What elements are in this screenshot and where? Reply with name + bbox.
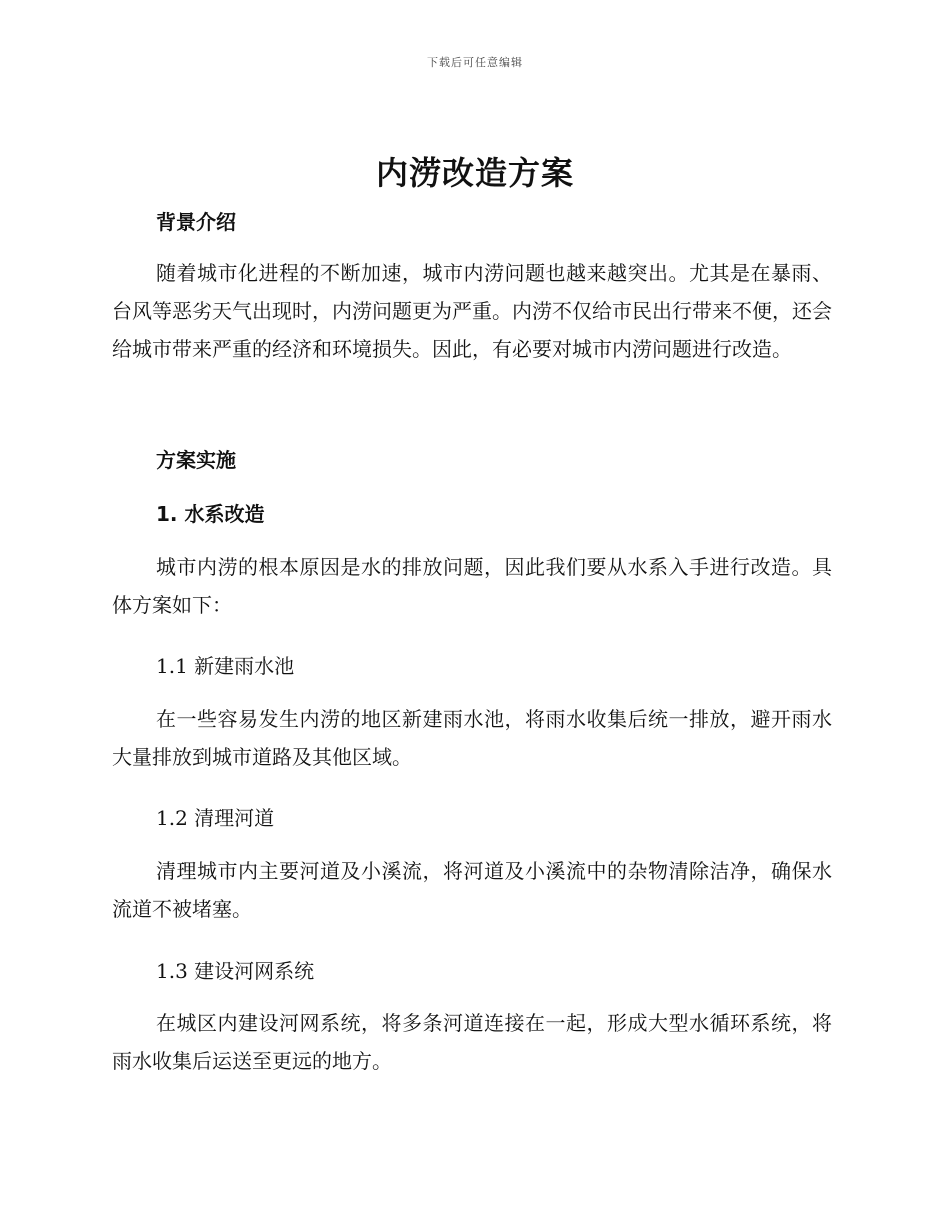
document-title: 内涝改造方案 [375,154,574,192]
background-paragraph: 随着城市化进程的不断加速，城市内涝问题也越来越突出。尤其是在暴雨、台风等恶劣天气出现时，内涝问题更为严重。内涝不仅给市民出行带来不便，还会给城市带来严重的经济和环境损失。因此，有必要对城市内涝问题进行改造。 [112,261,832,361]
background-heading: 背景介绍 [156,210,236,234]
item-1-3-title: 1.3 建设河网系统 [156,959,315,983]
page-header-note: 下载后可任意编辑 [427,56,523,69]
item-1-3-text: 在城区内建设河网系统，将多条河道连接在一起，形成大型水循环系统，将雨水收集后运送至更远的地方。 [112,1011,832,1073]
section-1-heading: 1. 水系改造 [156,502,265,526]
implementation-heading: 方案实施 [156,448,236,472]
item-1-2-title: 1.2 清理河道 [156,806,275,830]
item-1-1-text: 在一些容易发生内涝的地区新建雨水池，将雨水收集后统一排放，避开雨水大量排放到城市道路及其他区域。 [112,707,832,769]
item-1-1-title: 1.1 新建雨水池 [156,654,295,678]
section-1-intro: 城市内涝的根本原因是水的排放问题，因此我们要从水系入手进行改造。具体方案如下： [112,555,832,617]
item-1-2-text: 清理城市内主要河道及小溪流，将河道及小溪流中的杂物清除洁净，确保水流道不被堵塞。 [112,859,832,921]
